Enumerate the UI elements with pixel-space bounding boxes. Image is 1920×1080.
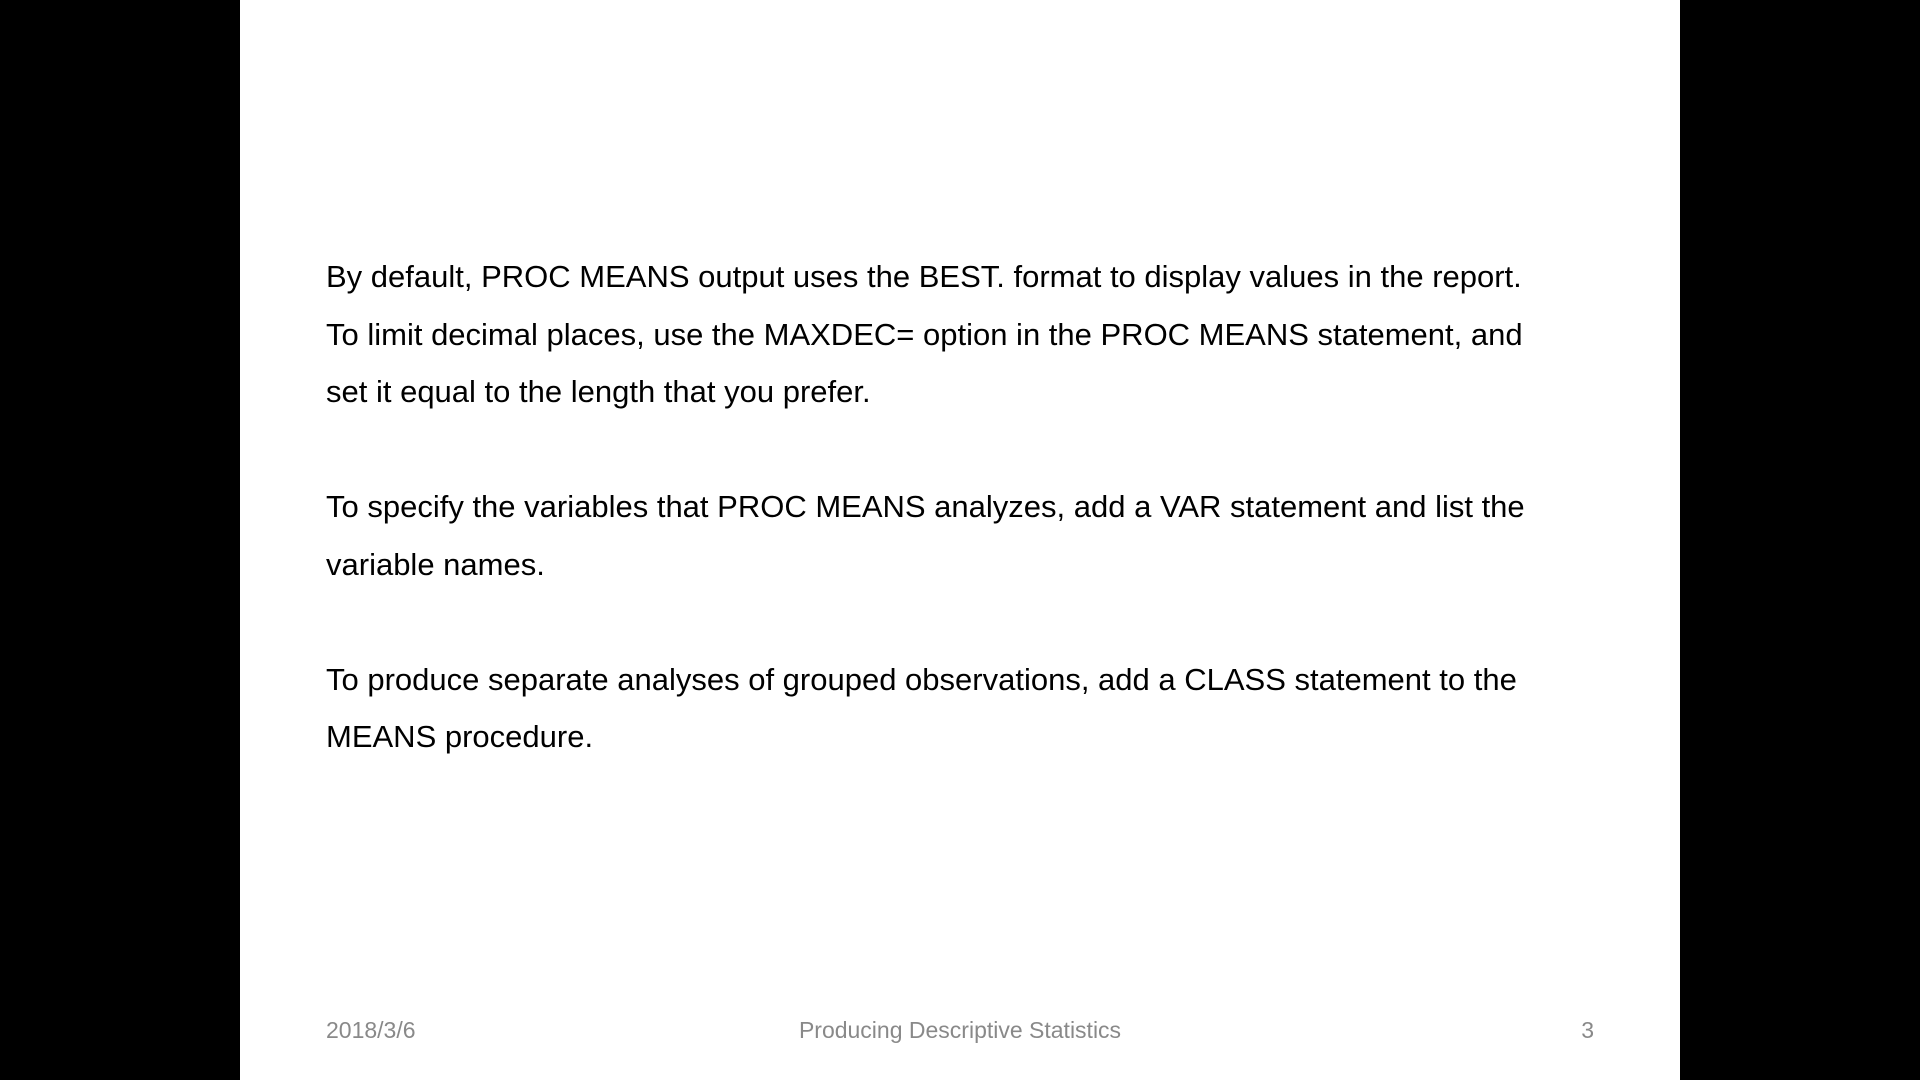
footer-title: Producing Descriptive Statistics bbox=[798, 1017, 1122, 1043]
body-line: To limit decimal places, use the MAXDEC= option in the PROC MEANS statement, and bbox=[326, 316, 1523, 352]
body-line: To produce separate analyses of grouped observations, add a CLASS statement to the bbox=[326, 661, 1517, 697]
slide-body bbox=[326, 248, 1616, 766]
body-line: set it equal to the length that you prefer. bbox=[326, 374, 871, 409]
paragraph-spacer bbox=[326, 593, 1616, 651]
slide bbox=[240, 0, 1680, 1080]
footer-date: 2018/3/6 bbox=[326, 1017, 416, 1043]
paragraph-default-format bbox=[326, 248, 1616, 421]
body-line: To specify the variables that PROC MEANS analyzes, add a VAR statement and list the bbox=[326, 489, 1525, 524]
body-line: MEANS procedure. bbox=[326, 719, 594, 754]
paragraph-spacer bbox=[326, 421, 1616, 479]
footer-page-number: 3 bbox=[1581, 1017, 1594, 1043]
paragraph-class-statement bbox=[326, 651, 1616, 766]
body-line: By default, PROC MEANS output uses the BEST. format to display values in the report. bbox=[326, 259, 1522, 294]
paragraph-var-statement bbox=[326, 478, 1616, 593]
body-line: variable names. bbox=[326, 546, 545, 582]
